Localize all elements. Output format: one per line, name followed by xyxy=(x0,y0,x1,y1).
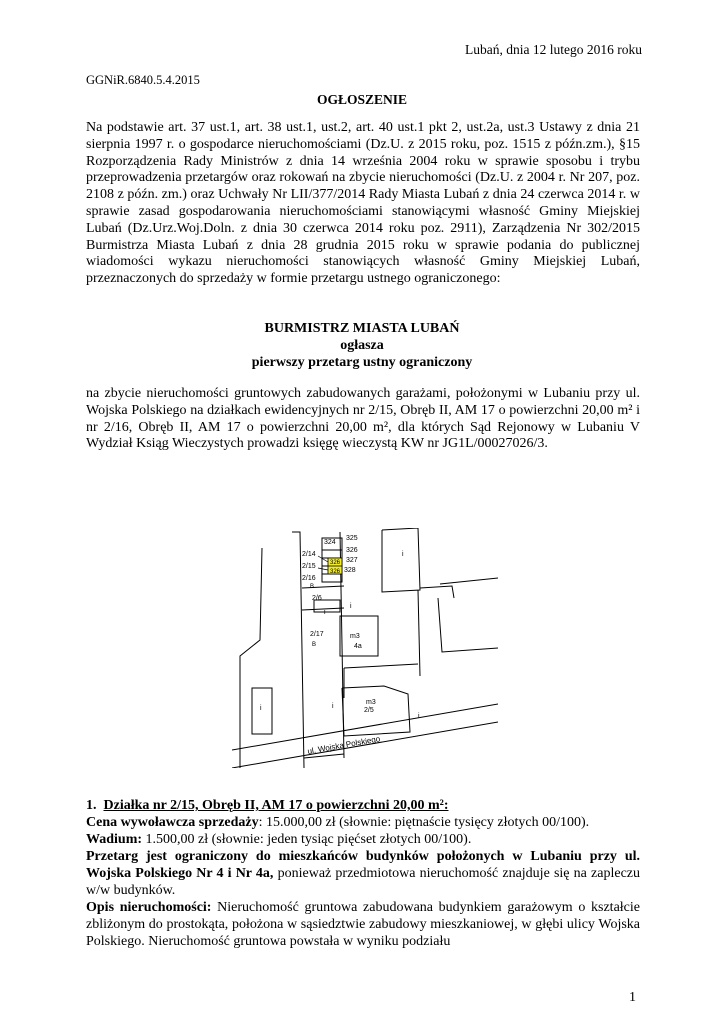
announcement-issuer: BURMISTRZ MIASTA LUBAŃ xyxy=(264,321,460,336)
deposit-label: Wadium: xyxy=(86,832,143,847)
map-label-i1: i xyxy=(402,551,404,558)
map-label-h1: 326 xyxy=(330,560,341,566)
document-title: OGŁOSZENIE xyxy=(316,92,408,107)
deposit-value: 1.500,00 zł (słownie: jeden tysiąc pięćset złotych 00/100). xyxy=(142,832,472,847)
map-label-2-14: 2/14 xyxy=(302,551,316,558)
document-date: Lubań, dnia 12 lutego 2016 roku xyxy=(465,42,642,57)
map-label-m3-a: m3 xyxy=(350,633,360,640)
map-label-i6: i xyxy=(418,713,420,720)
announcement-verb: ogłasza xyxy=(340,338,384,353)
map-label-i3: i xyxy=(324,609,326,616)
map-label-324: 324 xyxy=(324,539,336,546)
property-paragraph: na zbycie nieruchomości gruntowych zabudowanych garażami, położonymi w Lubaniu przy ul. Wojska Polskiego na działkach ewidencyjnych nr 2/15, Obręb II, AM 17 o powierzchni 20,00 m² i nr 2/16, Obręb II, AM 17 o powierzchni 20,00 m², dla których Sąd Rejonowy w Lubaniu V Wydział Ksiąg Wieczystych prowadzi księgę wieczystą KW nr JG1L/00027026/3. xyxy=(86,386,640,452)
cadastral-map xyxy=(232,528,498,768)
map-label-2-15: 2/15 xyxy=(302,563,316,570)
map-label-4a: 4a xyxy=(354,643,362,650)
restriction-line xyxy=(86,848,640,899)
map-label-i5: i xyxy=(332,703,334,710)
section-1-body xyxy=(86,814,640,950)
map-label-327: 327 xyxy=(346,557,358,564)
map-label-2-17: 2/17 xyxy=(310,631,324,638)
restriction-rest: ponieważ przedmiotowa nieruchomość znajduje się na zapleczu w/w budynków. xyxy=(86,866,640,898)
description-label: Opis nieruchomości: xyxy=(86,900,212,915)
map-label-326: 326 xyxy=(346,547,358,554)
map-label-h2: 326 xyxy=(330,569,341,575)
map-label-i2: i xyxy=(350,603,352,610)
map-label-2-5: 2/5 xyxy=(364,707,374,714)
description-value: Nieruchomość gruntowa zabudowana budynkiem garażowym o kształcie zbliżonym do prostokąta, położona w sąsiedztwie zabudowy mieszkaniowej, w głębi ulicy Wojska Polskiego. Nieruchomość gruntowa powstała w wyniku podziału xyxy=(86,900,640,949)
map-label-2-16: 2/16 xyxy=(302,575,316,582)
map-boundary-left xyxy=(240,548,262,768)
intro-paragraph: Na podstawie art. 37 ust.1, art. 38 ust.1, ust.2, art. 40 ust.1 pkt 2, ust.2a, ust.3 Ustawy z dnia 21 sierpnia 1997 r. o gospodarce nieruchomościami (Dz.U. z 2015 roku, poz. 1515 z późn.zm.), §15 Rozporządzenia Rady Ministrów z dnia 14 września 2004 roku w sprawie sposobu i trybu przeprowadzenia przetargów oraz rokowań na zbycie nieruchomości (Dz.U. z 2004 r. Nr 207, poz. 2108 z późn. zm.) oraz Uchwały Nr LII/377/2014 Rady Miasta Lubań z dnia 24 czerwca 2014 r. w sprawie zasad gospodarowania nieruchomościami stanowiącymi własność Gminy Miejskiej Lubań (Dz.Urz.Woj.Doln. z dnia 30 czerwca 2014 roku poz. 2911), Zarządzenia Nr 302/2015 Burmistrza Miasta Lubań z dnia 28 grudnia 2015 roku w sprawie podania do publicznej wiadomości wykazu nieruchomości stanowiących własność Gminy Miejskiej Lubań, przeznaczonych do sprzedaży w formie przetargu ustnego ograniczonego: xyxy=(86,120,640,287)
section-1-number: 1. xyxy=(86,798,97,813)
announcement-type: pierwszy przetarg ustny ograniczony xyxy=(251,355,473,370)
description-line xyxy=(86,899,640,950)
deposit-line xyxy=(86,831,640,848)
price-value: : 15.000,00 zł (słownie: piętnaście tysięcy złotych 00/100). xyxy=(258,815,590,830)
map-street-label: ul. Wojska Polskiego xyxy=(306,734,381,756)
map-label-328: 328 xyxy=(344,567,356,574)
map-label-m3-b: m3 xyxy=(366,699,376,706)
map-label-b-17: B xyxy=(312,642,317,648)
map-label-2-6: 2/6 xyxy=(312,595,322,602)
reference-number: GGNiR.6840.5.4.2015 xyxy=(86,73,200,87)
restriction-bold: Przetarg jest ograniczony do mieszkańców budynków położonych w Lubaniu przy ul. Wojska Polskiego Nr 4 i Nr 4a, xyxy=(86,849,640,881)
map-label-i4: i xyxy=(260,705,262,712)
price-label: Cena wywoławcza sprzedaży xyxy=(86,815,259,830)
page-number: 1 xyxy=(629,990,636,1005)
price-line xyxy=(86,814,640,831)
map-label-b: B xyxy=(310,584,315,590)
map-label-325: 325 xyxy=(346,535,358,542)
announcement-heading xyxy=(0,320,724,371)
section-1-title: Działka nr 2/15, Obręb II, AM 17 o powierzchni 20,00 m²: xyxy=(103,798,449,813)
section-1-heading xyxy=(86,797,640,814)
